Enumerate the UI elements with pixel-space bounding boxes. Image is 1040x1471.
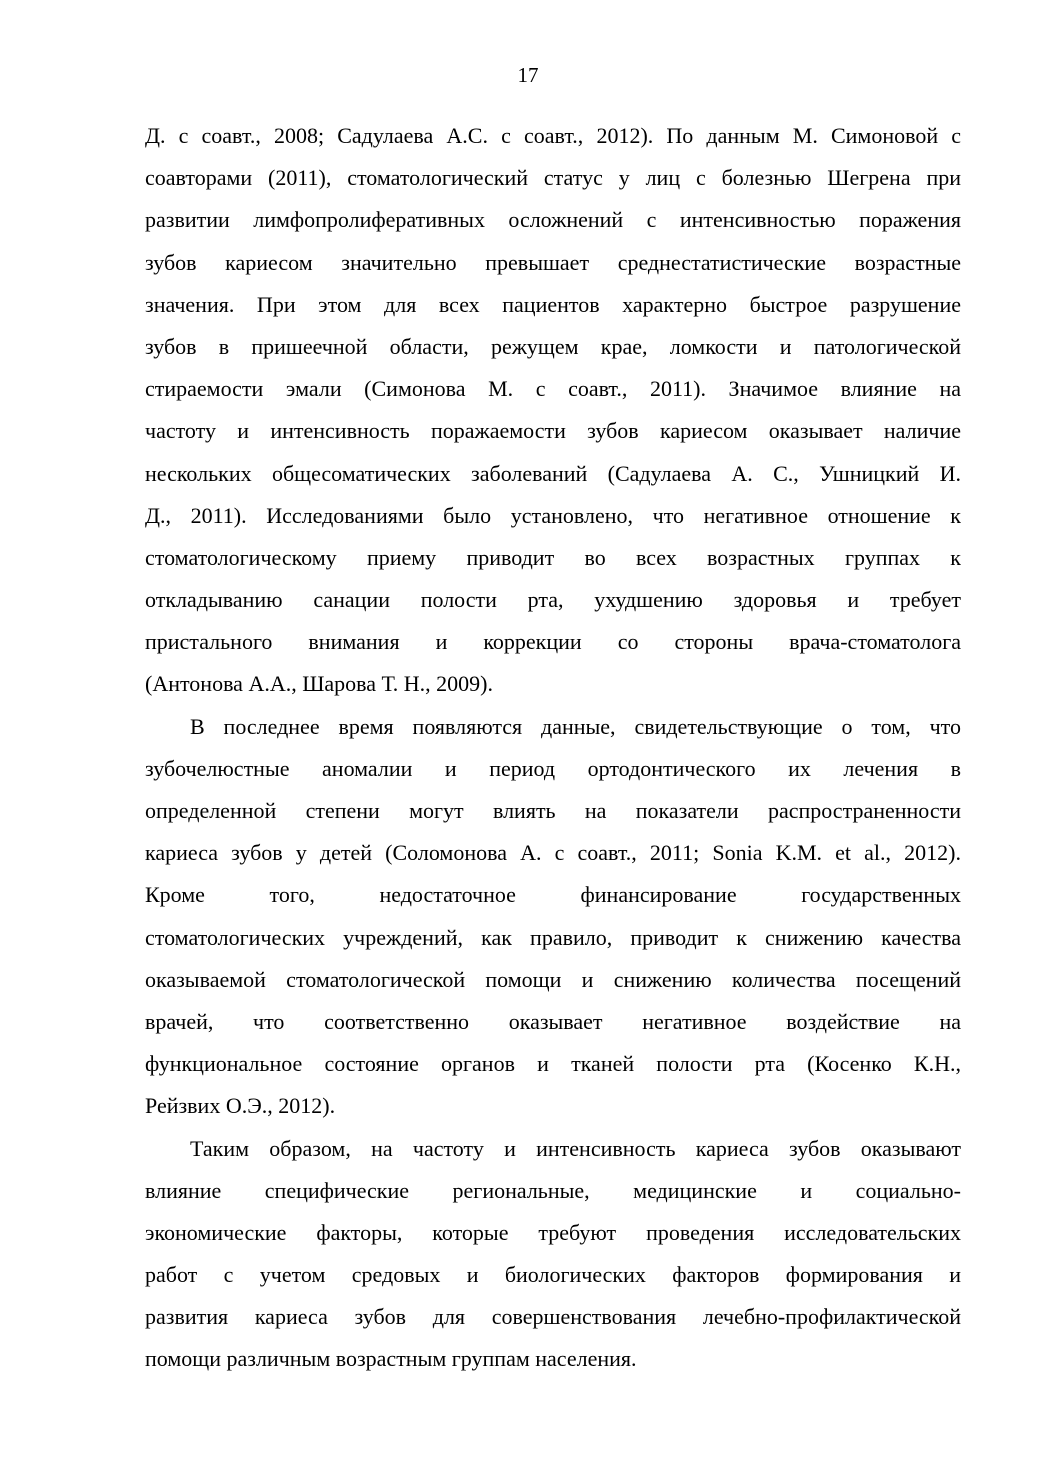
text-line: пристального внимания и коррекции со стороны врача-стоматолога [145,629,961,655]
text-line: частоту и интенсивность поражаемости зубов кариесом оказывает наличие [145,418,961,444]
paragraph-1 [145,115,961,706]
text-line: Д., 2011). Исследованиями было установлено, что негативное отношение к [145,502,961,528]
text-line: зубочелюстные аномалии и период ортодонтического их лечения в [145,755,961,781]
text-line: соавторами (2011), стоматологический статус у лиц с болезнью Шегрена при [145,165,961,191]
paragraph-3 [145,1128,961,1381]
text-line: врачей, что соответственно оказывает негативное воздействие на [145,1008,961,1034]
paragraph-2 [145,706,961,1128]
text-line: Таким образом, на частоту и интенсивность кариеса зубов оказывают [190,1135,961,1161]
text-line: Рейзвих О.Э., 2012). [145,1093,336,1119]
text-line: оказываемой стоматологической помощи и снижению количества посещений [145,966,961,992]
text-line: определенной степени могут влиять на показатели распространенности [145,798,961,823]
text-line: откладыванию санации полости рта, ухудшению здоровья и требует [145,587,961,613]
page-number: 17 [517,63,539,87]
text-line: зубов кариесом значительно превышает среднестатистические возрастные [145,249,961,275]
text-line: помощи различным возрастным группам населения. [145,1346,637,1372]
text-line: Д. с соавт., 2008; Садулаева А.С. с соавт., 2012). По данным М. Симоновой с [145,123,961,148]
text-line: стоматологических учреждений, как правило, приводит к снижению качества [145,924,961,950]
text-line: нескольких общесоматических заболеваний (Садулаева А. С., Ушницкий И. [145,460,961,486]
text-line: влияние специфические региональные, медицинские и социально- [145,1177,961,1203]
text-line: экономические факторы, которые требуют проведения исследовательских [145,1219,961,1245]
text-line: Кроме того, недостаточное финансирование государственных [145,882,961,908]
text-line: кариеса зубов у детей (Соломонова А. с соавт., 2011; Sonia K.M. et al., 2012). [145,840,961,866]
text-line: В последнее время появляются данные, свидетельствующие о том, что [190,713,961,739]
text-line: стираемости эмали (Симонова М. с соавт., 2011). Значимое влияние на [145,376,961,402]
text-line: функциональное состояние органов и тканей полости рта (Косенко К.Н., [145,1051,961,1077]
body-text [145,115,961,1381]
text-line: значения. При этом для всех пациентов характерно быстрое разрушение [145,291,961,317]
text-line: работ с учетом средовых и биологических факторов формирования и [145,1262,961,1288]
text-line: стоматологическому приему приводит во всех возрастных группах к [145,544,961,570]
text-line: (Антонова А.А., Шарова Т. Н., 2009). [145,671,493,697]
text-line: зубов в пришеечной области, режущем крае, ломкости и патологической [145,333,961,359]
text-line: развитии лимфопролиферативных осложнений с интенсивностью поражения [145,207,961,233]
text-line: развития кариеса зубов для совершенствования лечебно-профилактической [145,1304,961,1330]
